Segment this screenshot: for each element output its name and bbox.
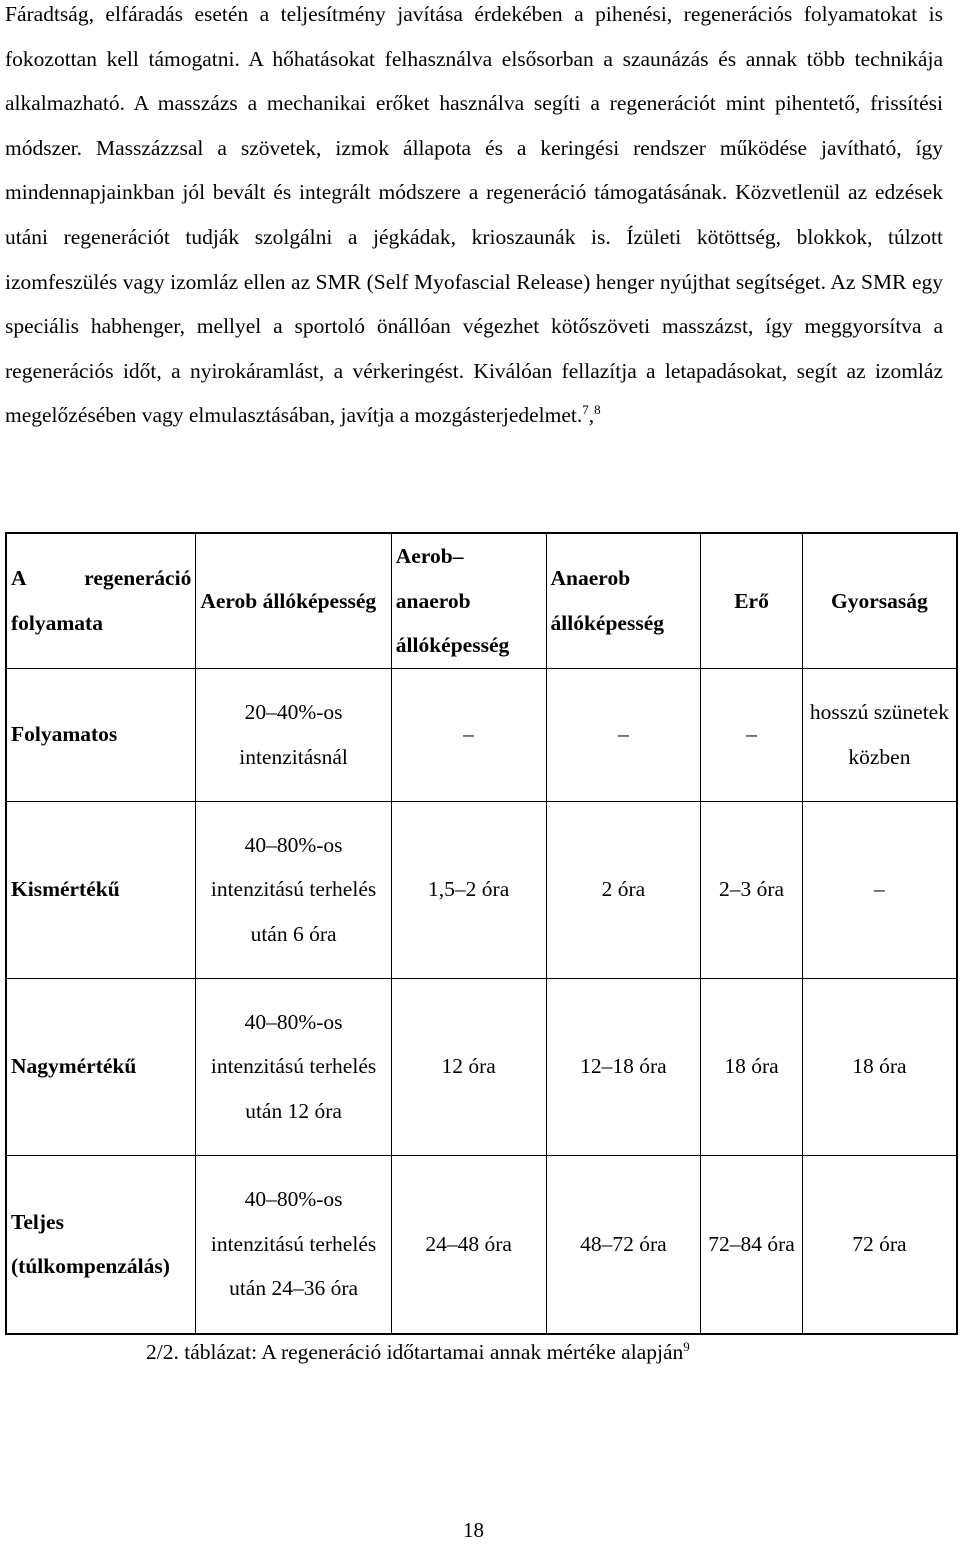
table-cell: Folyamatos <box>6 668 196 801</box>
table-cell: 20–40%-os intenzitásnál <box>196 668 391 801</box>
table-cell: Nagymértékű <box>6 978 196 1155</box>
table-header-cell: Anaerob állóképesség <box>546 533 701 668</box>
table-cell: 72 óra <box>802 1155 957 1334</box>
table-cell: 1,5–2 óra <box>391 801 546 978</box>
table-cell: 2 óra <box>546 801 701 978</box>
table-cell: 12 óra <box>391 978 546 1155</box>
table-cell: 18 óra <box>802 978 957 1155</box>
table-header-row <box>6 533 957 668</box>
table-row <box>6 1155 957 1334</box>
table-cell: Teljes (túlkompenzálás) <box>6 1155 196 1334</box>
footnote-ref: 7 <box>582 402 589 418</box>
table-header-cell: Gyorsaság <box>802 533 957 668</box>
table-cell: 12–18 óra <box>546 978 701 1155</box>
table-cell: 18 óra <box>701 978 803 1155</box>
table-cell: – <box>701 668 803 801</box>
table-cell: 40–80%-os intenzitású terhelés után 12 óra <box>196 978 391 1155</box>
table-cell: 24–48 óra <box>391 1155 546 1334</box>
table-cell: 72–84 óra <box>701 1155 803 1334</box>
table-cell: – <box>802 801 957 978</box>
table-row <box>6 801 957 978</box>
table-cell: hosszú szünetek közben <box>802 668 957 801</box>
regeneration-table <box>5 532 958 1335</box>
footnote-separator: , <box>588 403 595 428</box>
paragraph-text: Fáradtság, elfáradás esetén a teljesítmény javítása érdekében a pihenési, regenerációs folyamatokat is fokozottan kell támogatni. A hőhatásokat felhasználva elsősorban a szaunázás és annak több technikája alkalmazható. A masszázs a mechanikai erőket használva segíti a regenerációt mint pihentető, frissítési módszer. Masszázzsal a szövetek, izmok állapota és a keringési rendszer működése javítható, így mindennapjainkban jól bevált és integrált módszere a regeneráció támogatásának. Közvetlenül az edzések utáni regenerációt tudják szolgálni a jégkádak, krioszaunák is. Ízületi kötöttség, blokkok, túlzott izomfeszülés vagy izomláz ellen az SMR (Self Myofascial Release) henger nyújthat segítséget. Az SMR egy speciális habhenger, mellyel a sportoló önállóan végezhet kötőszöveti masszázst, így meggyorsítva a regenerációs időt, a nyirokáramlást, a vérkeringést. Kiválóan fellazítja a letapadásokat, segít az izomláz megelőzésében vagy elmulasztásában, javítja a mozgásterjedelmet. <box>5 2 943 428</box>
footnote-ref: 9 <box>683 1338 690 1354</box>
caption-text: 2/2. táblázat: A regeneráció időtartamai annak mértéke alapján <box>146 1340 684 1364</box>
table-header-cell: A regeneráció folyamata <box>6 533 196 668</box>
table-header-cell: Erő <box>701 533 803 668</box>
table-row <box>6 668 957 801</box>
body-paragraph <box>5 0 943 438</box>
table-cell: 40–80%-os intenzitású terhelés után 6 óra <box>196 801 391 978</box>
table-row <box>6 978 957 1155</box>
table-cell: 40–80%-os intenzitású terhelés után 24–36 óra <box>196 1155 391 1334</box>
table-header-cell: Aerob– anaerob állóképesség <box>391 533 546 668</box>
table-cell: 48–72 óra <box>546 1155 701 1334</box>
table-cell: – <box>546 668 701 801</box>
footnote-ref: 8 <box>594 402 601 418</box>
table-cell: Kismértékű <box>6 801 196 978</box>
table-cell: 2–3 óra <box>701 801 803 978</box>
table-caption <box>146 1340 690 1365</box>
table-cell: – <box>391 668 546 801</box>
page-number: 18 <box>463 1518 484 1542</box>
table-header-cell: Aerob állóképesség <box>196 533 391 668</box>
